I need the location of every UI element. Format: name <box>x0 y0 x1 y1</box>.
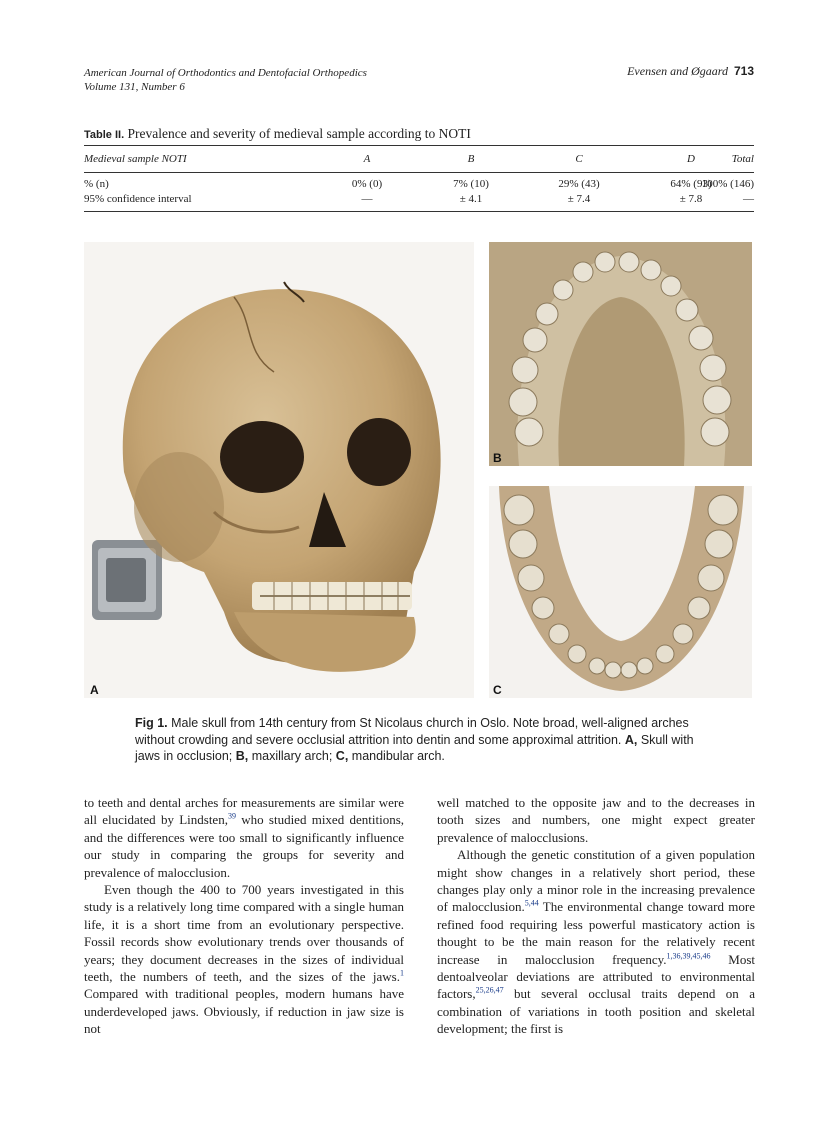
table-header-cell: C <box>575 153 583 165</box>
panel-label-c: C <box>493 683 502 697</box>
citation-ref[interactable]: 39 <box>227 812 236 822</box>
table-cell: 0% (0) <box>351 178 383 190</box>
paragraph <box>84 794 404 881</box>
table-top-rule <box>84 145 754 146</box>
caption-part-text: Skull with jaws in occlusion; <box>135 732 694 763</box>
table-cell: ± 7.8 <box>679 193 703 205</box>
body-column-right <box>437 794 755 1038</box>
text-run: Although the genetic constitution of a given population might show changes in a relatively short period, these changes play only a minor role in the increasing prevalence of malocclusion. <box>437 847 755 915</box>
skull-illustration <box>84 242 474 698</box>
table-header-cell: A <box>363 153 371 165</box>
authors: Evensen and Øgaard <box>627 64 728 78</box>
figure-caption-label: Fig 1. <box>135 716 168 730</box>
citation-ref[interactable]: 25,26,47 <box>475 986 504 996</box>
table-header-row <box>84 153 754 167</box>
table-cell: 64% (93) <box>670 178 712 190</box>
caption-part-text: maxillary arch; <box>251 749 333 763</box>
table-cell: — <box>743 193 754 205</box>
mandibular-arch-illustration <box>489 486 752 698</box>
figure-caption-text: Male skull from 14th century from St Nicolaus church in Oslo. Note broad, well-aligned arches without crowding and severe occlusial attrition into dentin and some approximal attrition. <box>135 716 689 747</box>
journal-volume: Volume 131, Number 6 <box>84 81 185 93</box>
text-run: Compared with traditional peoples, modern humans have underdeveloped jaws. Obviously, if reduction in jaw size is not <box>84 986 404 1037</box>
table-header-cell: Total <box>731 153 754 165</box>
journal-title: American Journal of Orthodontics and Dentofacial Orthopedics <box>84 67 367 79</box>
figure-panel-skull <box>84 242 474 698</box>
table-header-rule <box>84 172 754 173</box>
paragraph <box>84 881 404 1038</box>
table-cell: % (n) <box>84 178 109 190</box>
table-cell: 95% confidence interval <box>84 193 192 205</box>
table-cell: 7% (10) <box>453 178 489 190</box>
page-number: 713 <box>733 64 754 78</box>
text-run: well matched to the opposite jaw and to the decreases in tooth sizes and numbers, one might expect greater prevalence of malocclusions. <box>437 795 755 845</box>
table-label: Table II. <box>84 129 125 141</box>
text-run: Most dentoalveolar deviations are attributed to environmental factors, <box>437 951 755 1002</box>
text-run: who studied mixed dentitions, and the differences were too small to significantly influence our study in comparing the groups for severity and prevalence of malocclusion. <box>84 812 405 880</box>
text-run: The environmental change toward more refined food requiring less powerful masticatory action is thought to be the main reason for the relatively recent increase in malocclusion frequency. <box>437 899 755 967</box>
table-header-cell: Medieval sample NOTI <box>84 153 187 165</box>
caption-part-label: B, <box>235 749 249 763</box>
citation-ref[interactable]: 1,36,39,45,46 <box>666 951 711 961</box>
running-header-left <box>84 66 367 94</box>
table-cell: 29% (43) <box>558 178 600 190</box>
table-row <box>84 178 754 192</box>
panel-label-a: A <box>90 683 99 697</box>
running-header-right <box>627 64 754 79</box>
text-run: Even though the 400 to 700 years investigated in this study is a relatively long time compared with a single human life, it is a short time from an evolutionary perspective. Fossil records show evolutionary trends over thousands of years; they document decreases in the sizes of individual teeth, the numbers of teeth, and the sizes of the jaws. <box>84 882 404 985</box>
table-cell: — <box>361 193 373 205</box>
paragraph <box>437 846 755 1037</box>
table-bottom-rule <box>84 211 754 212</box>
figure-caption <box>135 715 715 765</box>
citation-ref[interactable]: 1 <box>400 968 404 978</box>
table-cell: ± 4.1 <box>459 193 483 205</box>
table-cell: 100% (146) <box>701 178 754 190</box>
table-header-cell: B <box>467 153 475 165</box>
figure-panel-mandibular-arch <box>489 486 752 698</box>
text-run: to teeth and dental arches for measurements are similar were all elucidated by Lindsten, <box>84 795 404 828</box>
table-header-cell: D <box>687 153 695 165</box>
body-column-left <box>84 794 404 1038</box>
table-cell: ± 7.4 <box>567 193 591 205</box>
caption-part-label: A, <box>624 732 638 747</box>
table-caption <box>84 126 471 142</box>
text-run: but several occlusal traits depend on a combination of variations in tooth position and skeletal development; the first is <box>437 986 755 1037</box>
figure-panel-maxillary-arch <box>489 242 752 466</box>
table-title: Prevalence and severity of medieval sample according to NOTI <box>127 126 471 141</box>
maxillary-arch-illustration <box>489 242 752 466</box>
paragraph <box>437 794 755 846</box>
caption-part-label: C, <box>335 749 349 763</box>
citation-ref[interactable]: 5,44 <box>524 899 539 909</box>
caption-part-text: mandibular arch. <box>351 749 445 763</box>
panel-label-b: B <box>493 451 502 465</box>
table-row <box>84 193 754 207</box>
